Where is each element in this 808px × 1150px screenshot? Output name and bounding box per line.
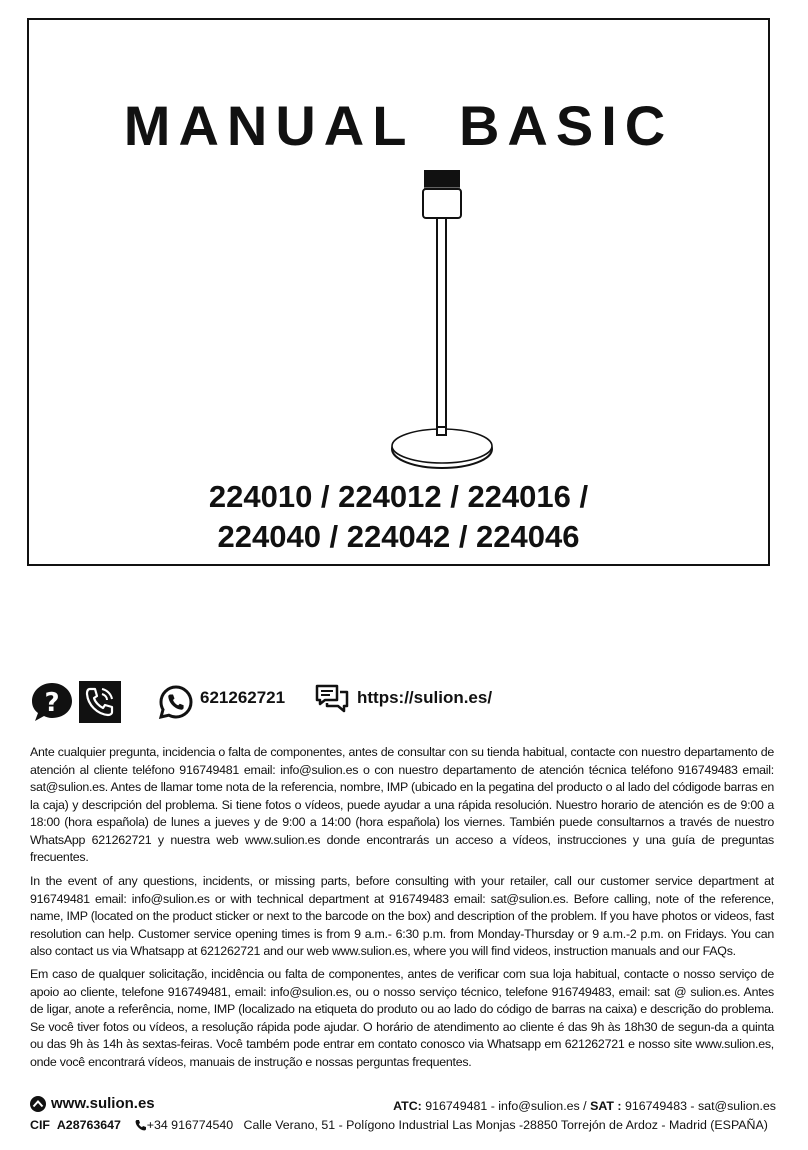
footer-website[interactable]: [30, 1095, 155, 1112]
models-line-2: 224040 / 224042 / 224046: [217, 519, 580, 554]
chat-icon: [314, 683, 350, 717]
footer-website-label: www.sulion.es: [51, 1095, 155, 1112]
manual-title: MANUAL BASIC: [123, 94, 674, 157]
sat-label: SAT :: [590, 1099, 622, 1113]
paragraph-spanish: Ante cualquier pregunta, incidencia o falta de componentes, antes de consultar con su tienda habitual, contacte con nuestro departamento de atención al cliente teléfono 916749481 email: info@sulion.es o con nuestro departamento de atención técnica teléfono 916749483 email: sat@sulion.es. Antes de llamar tome nota de la referencia, nombre, IMP (ubicado en la pegatina del producto o al lado del códigode barras en la caja) y descripción del problema. Si tiene fotos o vídeos, puede ayudar a una rápida resolución. Nuestro horario de atención es de 9:00 a 18:00 (hora española) de lunes a jueves y de 9:00 a 14:00 (hora española) los viernes. También puede consultarnos a través de nuestro WhatsApp 621262721 y nuestra web www.sulion.es donde encontrarás un acceso a vídeos, instrucciones y una guía de preguntas frecuentes.: [30, 745, 774, 864]
sulion-logo-icon: [30, 1096, 46, 1112]
whatsapp-icon: [158, 684, 194, 720]
paragraph-portuguese: Em caso de qualquer solicitação, incidência ou falta de componentes, antes de verificar com sua loja habitual, contacte o nosso serviço de apoio ao cliente, telefone 916749481, email: info@sulion.es, ou o nosso serviço técnico, telefone 916749483, email: sat @ sulion.es. Antes de ligar, anote a referência, nome, IMP (localizado na etiqueta do produto ou ao lado do código de barras na caixa) e descrição do problema. Se você tiver fotos ou vídeos, a resolução rápida pode ajudar. O horário de atendimento ao cliente é das 9h às 18h30 de segun-da a quinta ou das 9h às 14h às sextas-feiras. Você também pode entrar em contato conosco via Whatsapp em 621262721 e nosso site www.sulion.es, onde você encontrará vídeos, manuais de instrução e nossas perguntas frequentes.: [30, 967, 774, 1069]
footer-support-line: [393, 1099, 776, 1113]
cif-value: A28763647: [56, 1118, 121, 1132]
cover-frame: [27, 18, 770, 566]
cif-label: CIF: [30, 1118, 50, 1132]
website-link[interactable]: https://sulion.es/: [357, 688, 493, 707]
models-line-1: 224010 / 224012 / 224016 /: [208, 479, 589, 514]
sat-value: 916749483 - sat@sulion.es: [624, 1099, 776, 1113]
whatsapp-phone: 621262721: [200, 688, 286, 707]
question-icon: [30, 680, 74, 724]
svg-text:?: ?: [44, 688, 60, 718]
lamp-base-illustration: [357, 165, 507, 475]
company-phone: +34 916774540: [146, 1118, 234, 1132]
paragraph-english: In the event of any questions, incidents, or missing parts, before consulting with your retailer, call our customer service department at 916749481 email: info@sulion.es or with technical department at 916749483 email: sat@sulion.es. Before calling, note of the reference, name, IMP (located on the product sticker or next to the barcode on the box) and description of the problem. If you have photos or videos, fast resolution can help. Customer service opening times is from 9 a.m.- 6:30 p.m. from Monday-Thursday or 9 a.m.-2 p.m. on Fridays. You can also contact us via Whatsapp at 621262721 and our web www.sulion.es, where you will find videos, instruction manuals and our FAQs.: [30, 874, 774, 958]
atc-value: 916749481 - info@sulion.es /: [425, 1099, 587, 1113]
phone-icon: [135, 1119, 147, 1131]
contact-row: [30, 680, 770, 724]
company-address: Calle Verano, 51 - Polígono Industrial Las Monjas -28850 Torrejón de Ardoz - Madrid (ESPAÑA): [243, 1118, 768, 1132]
footer-company-line: [30, 1118, 768, 1132]
phone-support-icon: [78, 680, 122, 724]
atc-label: ATC:: [393, 1099, 422, 1113]
model-numbers: [29, 477, 768, 557]
